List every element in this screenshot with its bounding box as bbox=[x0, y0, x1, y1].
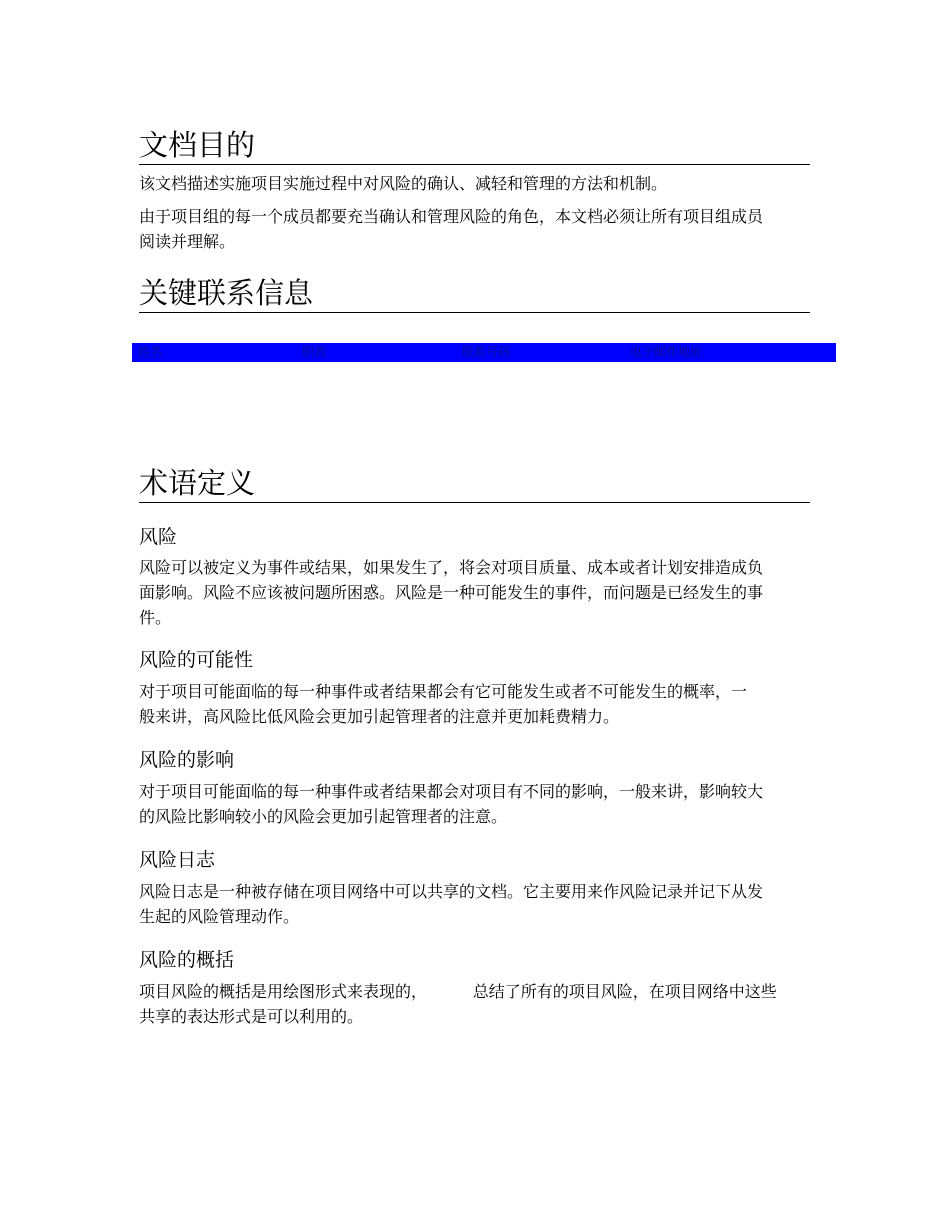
table-header-name: 姓名 bbox=[138, 345, 163, 359]
term-title-risk-log: 风险日志 bbox=[139, 849, 216, 871]
section-heading-terms: 术语定义 bbox=[139, 464, 810, 503]
term-title-risk-summary: 风险的概括 bbox=[139, 949, 235, 971]
section-heading-purpose: 文档目的 bbox=[139, 126, 810, 165]
term-title-risk: 风险 bbox=[139, 526, 178, 548]
term-title-impact: 风险的影响 bbox=[139, 749, 235, 771]
term-text-impact: 对于项目可能面临的每一种事件或者结果都会对项目有不同的影响，一般来讲，影响较大的风险比影响较小的风险会更加引起管理者的注意。 bbox=[139, 782, 764, 826]
table-header-role: 职责 bbox=[302, 345, 327, 359]
term-text-risk-log: 风险日志是一种被存储在项目网络中可以共享的文档。它主要用来作风险记录并记下从发生起的风险管理动作。 bbox=[139, 882, 764, 926]
purpose-paragraph-1: 该文档描述实施项目实施过程中对风险的确认、减轻和管理的方法和机制。 bbox=[139, 174, 668, 193]
contact-table-header-row bbox=[132, 343, 836, 362]
table-header-email: 电子邮件地址 bbox=[630, 345, 703, 359]
term-text-risk: 风险可以被定义为事件或结果，如果发生了，将会对项目质量、成本或者计划安排造成负面影响。风险不应该被问题所困惑。风险是一种可能发生的事件，而问题是已经发生的事件。 bbox=[139, 558, 764, 627]
table-header-phone: 联系号码 bbox=[462, 345, 511, 359]
term-text-risk-summary: 项目风险的概括是用绘图形式来表现的， 总结了所有的项目风险，在项目网络中这些共享的表达形式是可以利用的。 bbox=[139, 982, 777, 1026]
section-heading-contacts: 关键联系信息 bbox=[139, 274, 810, 313]
purpose-paragraph-2: 由于项目组的每一个成员都要充当确认和管理风险的角色，本文档必须让所有项目组成员阅读并理解。 bbox=[139, 207, 764, 251]
term-text-probability: 对于项目可能面临的每一种事件或者结果都会有它可能发生或者不可能发生的概率，一般来讲，高风险比低风险会更加引起管理者的注意并更加耗费精力。 bbox=[139, 682, 748, 726]
term-title-probability: 风险的可能性 bbox=[139, 649, 254, 671]
